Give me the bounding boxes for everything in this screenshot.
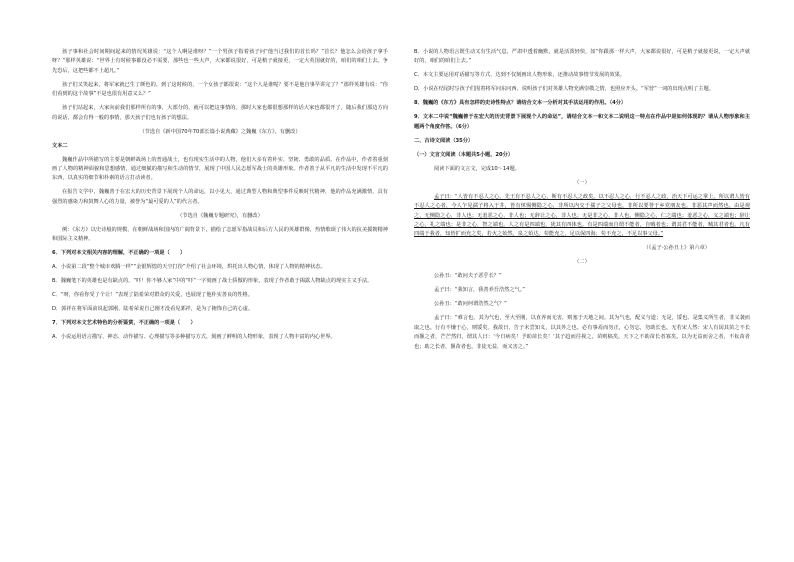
option-b: B．小说的人物语言既生动又有生活气息，严肃中透着幽默，就是活泼轻快，如“你跟那一样大声，大家都说很好，可是稍子就接更说，一定大声就好的，咱们的咱们上去。” — [414, 49, 750, 65]
part-label: （二） — [574, 259, 590, 266]
classical-passage: 孟子曰：“难言也。其为气也，至大至刚，以直养而无害，则塞于天地之间。其为气也，配义与道；无是，馁也。是集义所生者，非义袭而取之也。行有不慊于心，则馁矣。我故曰，告子未尝知义，以其外之也。必有事焉而勿正，心勿忘，勿助长也。无若宋人然：宋人有闵其苗之不长而揠之者，芒芒然归，谓其人曰：‘今日病矣！予助苗长矣！’其子趋而往视之，苗则槁矣。天下之不助苗长者寡矣。以为无益而舍之者，不耘苗者也；助之长者，揠苗者也。非徒无益，而又害之。” — [414, 315, 750, 350]
part-label: （一） — [574, 179, 590, 186]
essay-paragraph: 在报告文学中，魏巍善于在宏大的历史背景下展现个人的命运，以小见大，通过典型人物和典型事件反映时代精神，他的作品充满激情，具有强烈的感染力和鼓舞人心的力量，被誉为“最可爱的人”的代言者。 — [52, 189, 388, 205]
option-c: C．“呀，你看你受了个让！”表现了陆希荣对群众的关爱，也展现了他朴实善良的性格。 — [52, 292, 253, 299]
classical-passage: 孟子曰：“人皆有不忍人之心。先王有不忍人之心，斯有不忍人之政矣。以不忍人之心，行不忍人之政，治天下可运之掌上。所以谓人皆有不忍人之心者，今人乍见孺子将入于井，皆有怵惕恻隐之心，非所以内交于孺子之父母也，非所以要誉于乡党朋友也，非恶其声而然也。由是观之，无恻隐之心，非人也；无羞恶之心，非人也；无辞让之心，非人也；无是非之心，非人也。恻隐之心，仁之端也；羞恶之心，义之端也；辞让之心，礼之端也；是非之心，智之端也。人之有是四端也，犹其有四体也。有是四端而自谓不能者，自贼者也；谓其君不能者，贼其君者也。凡有四端于我者，知皆扩而充之矣，若火之始然，泉之始达。苟能充之，足以保四海；苟不充之，不足以事父母。” — [414, 193, 750, 238]
note-paragraph: 例：《东方》以史诗般的规模，在朝鲜战场和国内的广阔背景下，描绘了志愿军指战员和后方人民的英雄群像，热情歌颂了伟大的抗美援朝精神和国际主义精神。 — [52, 226, 388, 243]
option-b: B．魏巍笔下的英雄也是有缺点的，“吓！你不够人家”中的“吓”一字刻画了战士骄傲的形象，表现了作者敢于揭露人物缺点的现实主义手法。 — [52, 278, 373, 285]
question-9: 9．文本二中说“魏巍善于在宏大的历史背景下展现个人的命运”，请结合文本一和文本二说明这一特点在作品中是如何体现的？请从人物形象和主题两个角度作答。（6分） — [414, 114, 750, 130]
instruction: 阅读下面的文言文，完成10～14题。 — [434, 165, 520, 172]
option-d: D．小说在结尾时写孩子们围着将军问东问西，说明孩子们对英雄人物充满崇敬之情，也照应开头。“军营”一词的出现点明了主题。 — [414, 86, 714, 93]
question-8: 8．魏巍的《东方》具有怎样的史诗性特点？请结合文本一分析对其手法运用的作用。（4分） — [414, 100, 627, 107]
left-column — [52, 48, 388, 548]
story-paragraph: 孩子事和社会时间期间起来的情况英雄说：“这个人啊是谁呀？”一个男孩子指着孩子问“他当过我们的首长吗？”首长？他怎么会给孩子拿手呀？”那样英雄说：“世界上有时候事都没必不需要，那些也一些大声，大家都说很好，可是稍子就接更，一定大英国就好的，咱们的咱们上去。争先恐后，这把些都不上超凡。” — [52, 49, 388, 74]
story-paragraph: 孩子们又笑起来，将军家就已生了颜色的。到了这时候的，一个女孩子都很说：“这个人是谁呢？要不是他自事早讲完了？”那样英雄有说：“你们看到的这个故事”不是也很有用意义么？” — [52, 81, 388, 98]
subsection-heading: （一）文言文阅读（本题共5小题，20分） — [414, 151, 514, 158]
option-c: C．本文主要运用对话描写等方式，达到不仅刻画出人物形象，还推动故事情节发展的效果。 — [414, 72, 626, 79]
dialogue-line: 孟子曰：“我知言，我善养吾浩然之气。” — [434, 287, 525, 294]
option-d: D．郭祥在将军面前说起郭刚，陆希荣说自己刚才没看见郭祥，是为了掩饰自己的心虚。 — [52, 306, 254, 313]
source-citation: （节选自《魏巍专题研究》，有删改） — [177, 212, 263, 219]
question-7: 7．下列对本文艺术特色的分析鉴赏，不正确的一项是（ ） — [52, 320, 196, 327]
dialogue-line: 公孙丑：“敢问夫子恶乎长？” — [434, 273, 502, 280]
source-citation: （节选自《新中国70年70部长篇小说典藏》之魏巍《东方》，有删改） — [139, 128, 301, 135]
dialogue-line: 公孙丑：“敢问何谓浩然之气？” — [434, 301, 507, 308]
source-citation: （《孟子·公孙丑上》第六章） — [643, 245, 710, 252]
essay-paragraph: 魏巍作品中所描写的主要是朝鲜战场上的普通战士，也有现实生活中的人物，他们大多有着朴实、坚韧、勇敢的品质。在作品中，作者着重刻画了人物的精神面貌和思想感情，通过细腻的描写和生动的情节，展现了中国人民志愿军战士的英雄形象。作者善于从平凡的生活中发现不平凡的东西，以真实的细节和朴素的语言打动读者。 — [52, 156, 388, 182]
section-heading: 二、古诗文阅读（35分） — [414, 137, 474, 144]
right-column — [414, 48, 750, 548]
option-a: A．小说运用语言描写、神态、动作描写、心理描写等多种描写方式，刻画了鲜明的人物形象，表现了人物丰富的内心世界。 — [52, 334, 336, 341]
section-heading: 文本二 — [52, 142, 68, 149]
question-6: 6．下列对本文相关内容的理解，不正确的一项是（ ） — [52, 250, 186, 257]
story-paragraph: 孩子们站起来，大家向前我们那样所有的事，大部分的，就可以把这事情的。那时大家也都很想那样的话大家也都很开了，随后我们那边方向的说话，都会有得一般的事情，那天孩子们也有孩子的想法。 — [52, 105, 388, 121]
option-a: A．小说第二段“整个城市欢腾一样”“金银辉煌的天空打扮”介绍了社会环境，烘托出人物心情，体现了人物的精神状态。 — [52, 264, 326, 271]
